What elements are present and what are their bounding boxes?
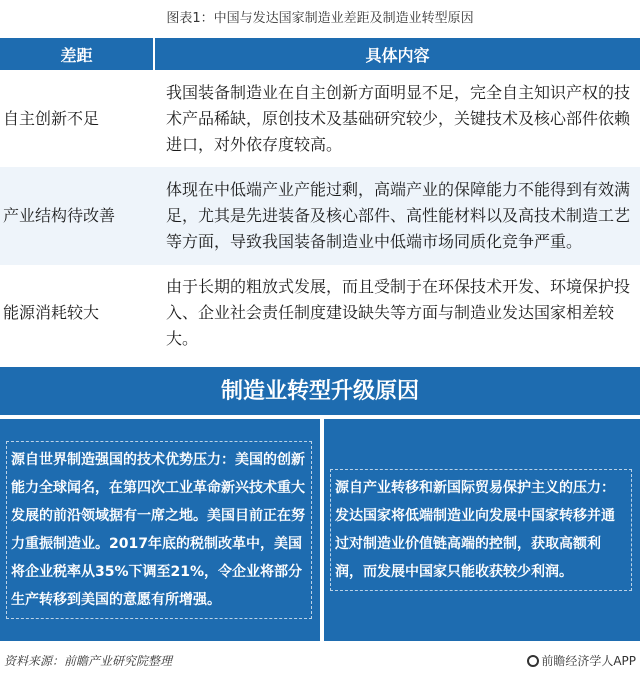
row-label: 能源消耗较大 xyxy=(0,265,154,361)
row-content: 由于长期的粗放式发展，而且受制于在环保技术开发、环境保护投入、企业社会责任制度建设缺失等方面与制造业发达国家相差较大。 xyxy=(154,265,640,361)
reason-text-right: 源自产业转移和新国际贸易保护主义的压力：发达国家将低端制造业向发展中国家转移并通过对制造业价值链高端的控制，获取高额利润，而发展中国家只能收获较少利润。 xyxy=(330,469,632,591)
header-gap: 差距 xyxy=(0,38,154,70)
row-content: 体现在中低端产业产能过剩，高端产业的保障能力不能得到有效满足，尤其是先进装备及核心部件、高性能材料以及高技术制造工艺等方面，导致我国装备制造业中低端市场同质化竞争严重。 xyxy=(154,167,640,265)
row-label: 产业结构待改善 xyxy=(0,167,154,265)
transformation-banner: 制造业转型升级原因 xyxy=(0,367,640,415)
gap-table-container xyxy=(0,38,640,361)
reason-text-left: 源自世界制造强国的技术优势压力：美国的创新能力全球闻名，在第四次工业革命新兴技术重大发展的前沿领域据有一席之地。美国目前正在努力重振制造业。2017年底的税制改革中，美国将企业税率从35%下调至21%，令企业将部分生产转移到美国的意愿有所增强。 xyxy=(6,441,312,619)
header-content: 具体内容 xyxy=(154,38,640,70)
brand-logo-icon xyxy=(527,655,539,667)
brand-credit xyxy=(527,652,636,669)
reason-box-right xyxy=(324,419,640,641)
footer xyxy=(0,648,640,676)
reason-box-left xyxy=(0,419,320,641)
table-row xyxy=(0,167,640,265)
gap-table xyxy=(0,38,640,361)
brand-name: 前瞻经济学人APP xyxy=(541,654,636,668)
table-row xyxy=(0,70,640,167)
source-note: 资料来源：前瞻产业研究院整理 xyxy=(4,654,173,668)
table-header-row xyxy=(0,38,640,70)
figure-title: 图表1：中国与发达国家制造业差距及制造业转型原因 xyxy=(166,11,474,26)
row-label: 自主创新不足 xyxy=(0,70,154,167)
row-content: 我国装备制造业在自主创新方面明显不足，完全自主知识产权的技术产品稀缺，原创技术及基础研究较少，关键技术及核心部件依赖进口，对外依存度较高。 xyxy=(154,70,640,167)
table-row xyxy=(0,265,640,361)
